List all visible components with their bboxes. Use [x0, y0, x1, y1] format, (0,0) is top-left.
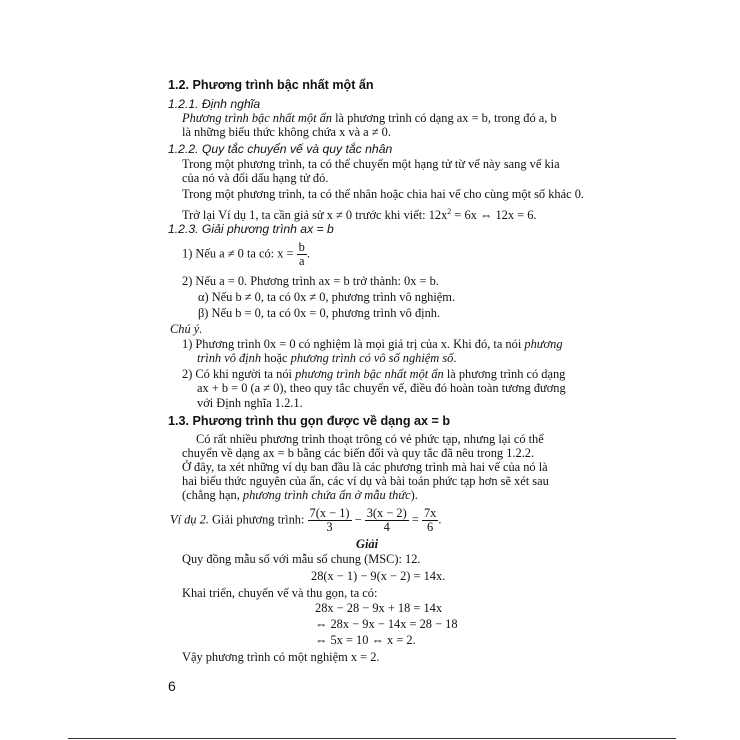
example-end: . — [438, 512, 442, 527]
rule-line-1: Trong một phương trình, ta có thể chuyển một hạng tử từ vế này sang vế kia — [182, 157, 560, 171]
paragraph-line-5-a: (chẳng hạn, — [182, 488, 243, 502]
example-fraction-2 — [365, 507, 409, 534]
paragraph-line-5-c: ). — [410, 488, 418, 502]
solution-equation-1: 28(x − 1) − 9(x − 2) = 14x. — [311, 569, 446, 583]
note-1-line-2-b: hoặc — [261, 351, 291, 365]
paragraph-line-2: chuyển về dạng ax = b bằng các biến đổi và quy tắc đã nêu trong 1.2.2. — [182, 446, 535, 460]
fraction-2-denominator: 4 — [383, 520, 390, 534]
subsection-heading-1-2-2: 1.2.2. Quy tắc chuyển vế và quy tắc nhân — [168, 142, 393, 156]
case-2-alpha: α) Nếu b ≠ 0, ta có 0x ≠ 0, phương trình vô nghiệm. — [198, 290, 456, 304]
definition-line-2: là những biểu thức không chứa x và a ≠ 0. — [182, 125, 391, 139]
paragraph-line-4: hai biểu thức nguyên của ẩn, các ví dụ và bài toán phức tạp hơn sẽ xét sau — [182, 474, 549, 488]
bottom-divider — [68, 738, 676, 739]
fraction-b-over-a — [297, 241, 307, 268]
rule-line-4-a: Trở lại Ví dụ 1, ta cần giả sử x ≠ 0 trước khi viết: 12x — [182, 208, 448, 223]
case-2-beta: β) Nếu b = 0, ta có 0x = 0, phương trình vô định. — [198, 306, 441, 320]
note-1-line-2 — [197, 351, 456, 365]
definition-term: Phương trình bậc nhất một ẩn — [182, 111, 333, 125]
example-equals: = — [408, 512, 422, 527]
paragraph-line-1: Có rất nhiều phương trình thoạt trông có vẻ phức tạp, nhưng lại có thể — [196, 432, 544, 446]
subsection-heading-1-2-1: 1.2.1. Định nghĩa — [168, 97, 261, 111]
fraction-3-numerator: 7x — [423, 506, 437, 520]
fraction-denominator: a — [298, 254, 305, 268]
solution-equation-2: 28x − 28 − 9x + 18 = 14x — [315, 601, 443, 615]
example-fraction-1 — [308, 507, 352, 534]
section-heading-1-2: 1.2. Phương trình bậc nhất một ẩn — [168, 78, 374, 92]
solution-equation-3: ⇔ 28x − 9x − 14x = 28 − 18 — [315, 617, 458, 631]
note-1-line-2-a: trình vô định — [197, 351, 262, 365]
definition-line-1 — [182, 111, 557, 125]
solution-equation-4: ⇔ 5x = 10 ⇔ x = 2. — [315, 633, 416, 647]
fraction-1-denominator: 3 — [326, 520, 333, 534]
example-2 — [170, 507, 441, 534]
example-fraction-3 — [422, 507, 438, 534]
rule-line-3: Trong một phương trình, ta có thể nhân hoặc chia hai vế cho cùng một số khác 0. — [182, 187, 584, 201]
paragraph-line-3: Ở đây, ta xét những ví dụ ban đầu là các phương trình mà hai vế của nó là — [182, 460, 548, 474]
paragraph-line-5-b: phương trình chứa ẩn ở mẫu thức — [242, 488, 411, 502]
note-2-line-3: với Định nghĩa 1.2.1. — [197, 396, 303, 410]
note-1-line-1-a: 1) Phương trình 0x = 0 có nghiệm là mọi giá trị của x. Khi đó, ta nói — [182, 337, 525, 351]
note-2-line-2: ax + b = 0 (a ≠ 0), theo quy tắc chuyển vế, điều đó hoàn toàn tương đương — [197, 381, 566, 395]
note-2-line-1-a: 2) Có khi người ta nói — [182, 367, 296, 381]
solution-heading: Giải — [356, 537, 379, 551]
solution-line-1: Quy đồng mẫu số với mẫu số chung (MSC): 12. — [182, 552, 421, 566]
subsection-heading-1-2-3: 1.2.3. Giải phương trình ax = b — [168, 222, 334, 236]
page-number: 6 — [168, 678, 176, 694]
rule-line-4-b: = 6x ⇔ 12x = 6. — [451, 208, 537, 223]
note-1-line-2-d: . — [453, 351, 457, 365]
note-1-line-1 — [182, 337, 563, 351]
note-1-line-1-b: phương — [524, 337, 563, 351]
fraction-1-numerator: 7(x − 1) — [309, 506, 350, 520]
solution-line-2: Khai triển, chuyển vế và thu gọn, ta có: — [182, 586, 378, 600]
case-1-text: 1) Nếu a ≠ 0 ta có: x = — [182, 246, 297, 261]
rule-line-4 — [182, 205, 537, 222]
fraction-2-numerator: 3(x − 2) — [366, 506, 407, 520]
paragraph-line-5 — [182, 488, 418, 502]
fraction-3-denominator: 6 — [427, 520, 434, 534]
note-2-line-1-c: là phương trình có dạng — [443, 367, 566, 381]
case-1-end: . — [306, 246, 310, 261]
note-heading: Chú ý. — [170, 322, 203, 336]
solution-conclusion: Vậy phương trình có một nghiệm x = 2. — [182, 650, 380, 664]
case-2: 2) Nếu a = 0. Phương trình ax = b trở thành: 0x = b. — [182, 274, 439, 288]
rule-line-4-sup: 2 — [447, 207, 452, 216]
definition-line-1-rest: là phương trình có dạng ax = b, trong đó a, b — [332, 111, 557, 125]
note-2-line-1-b: phương trình bậc nhất một ẩn — [295, 367, 444, 381]
example-text: Giải phương trình: — [208, 512, 308, 527]
section-heading-1-3: 1.3. Phương trình thu gọn được về dạng ax = b — [168, 414, 451, 428]
example-minus: − — [351, 512, 365, 527]
fraction-numerator: b — [298, 240, 305, 254]
example-label: Ví dụ 2. — [170, 512, 209, 527]
rule-line-2: của nó và đổi dấu hạng tử đó. — [182, 171, 329, 185]
note-1-line-2-c: phương trình có vô số nghiệm số — [290, 351, 454, 365]
note-2-line-1 — [182, 367, 565, 381]
case-1 — [182, 241, 310, 268]
